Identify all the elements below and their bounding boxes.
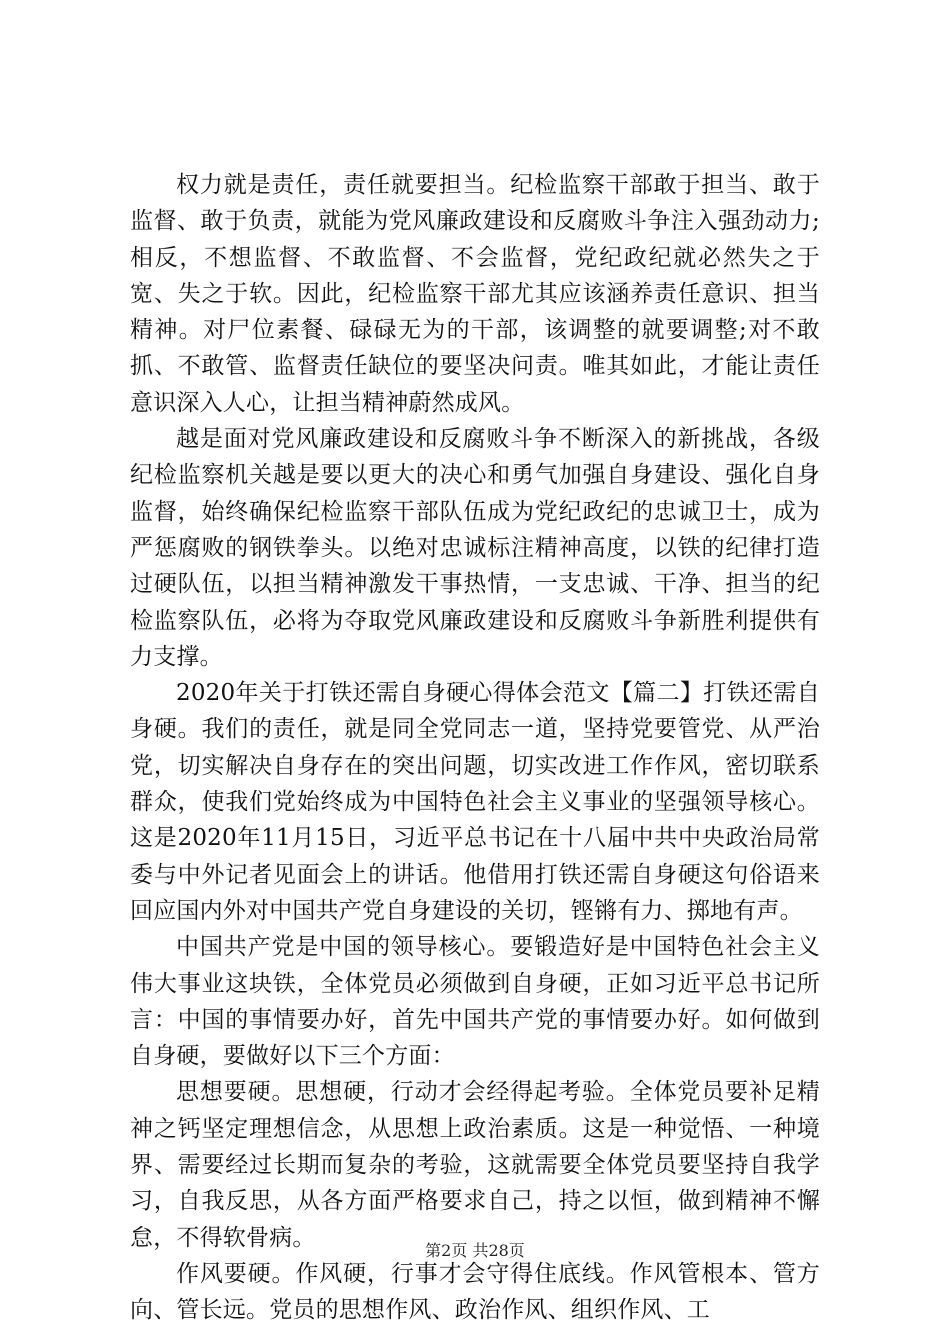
paragraph-2: 越是面对党风廉政建设和反腐败斗争不断深入的新挑战，各级纪检监察机关越是要以更大的决心和勇气加强自身建设、强化自身监督，始终确保纪检监察干部队伍成为党纪政纪的忠诚卫士，成为严惩腐败的钢铁拳头。以绝对忠诚标注精神高度，以铁的纪律打造过硬队伍，以担当精神激发干事热情，一支忠诚、干净、担当的纪检监察队伍，必将为夺取党风廉政建设和反腐败斗争新胜利提供有力支撑。 — [130, 426, 820, 670]
paragraph-1: 权力就是责任，责任就要担当。纪检监察干部敢于担当、敢于监督、敢于负责，就能为党风廉政建设和反腐败斗争注入强劲动力;相反，不想监督、不敢监督、不会监督，党纪政纪就必然失之于宽、失之于软。因此，纪检监察干部尤其应该涵养责任意识、担当精神。对尸位素餐、碌碌无为的干部，该调整的就要调整;对不敢抓、不敢管、监督责任缺位的要坚决问责。唯其如此，才能让责任意识深入人心，让担当精神蔚然成风。 — [130, 172, 820, 416]
page-number-footer: 第2页 共28页 — [425, 1241, 525, 1260]
document-body — [130, 167, 820, 1329]
paragraph-4: 中国共产党是中国的领导核心。要锻造好是中国特色社会主义伟大事业这块铁，全体党员必须做到自身硬，正如习近平总书记所言：中国的事情要办好，首先中国共产党的事情要办好。如何做到自身硬，要做好以下三个方面： — [130, 934, 820, 1070]
paragraph-6: 作风要硬。作风硬，行事才会守得住底线。作风管根本、管方向、管长远。党员的思想作风、政治作风、组织作风、工 — [130, 1260, 820, 1324]
paragraph-3: 2020年关于打铁还需自身硬心得体会范文【篇二】打铁还需自身硬。我们的责任，就是同全党同志一道，坚持党要管党、从严治党，切实解决自身存在的突出问题，切实改进工作作风，密切联系群众，使我们党始终成为中国特色社会主义事业的坚强领导核心。这是2020年11月15日，习近平总书记在十八届中共中央政治局常委与中外记者见面会上的讲话。他借用打铁还需自身硬这句俗语来回应国内外对中国共产党自身建设的关切，铿锵有力、掷地有声。 — [130, 680, 820, 924]
paragraph-5: 思想要硬。思想硬，行动才会经得起考验。全体党员要补足精神之钙坚定理想信念，从思想上政治素质。这是一种觉悟、一种境界、需要经过长期而复杂的考验，这就需要全体党员要坚持自我学习，自我反思，从各方面严格要求自己，持之以恒，做到精神不懈怠，不得软骨病。 — [130, 1079, 820, 1251]
